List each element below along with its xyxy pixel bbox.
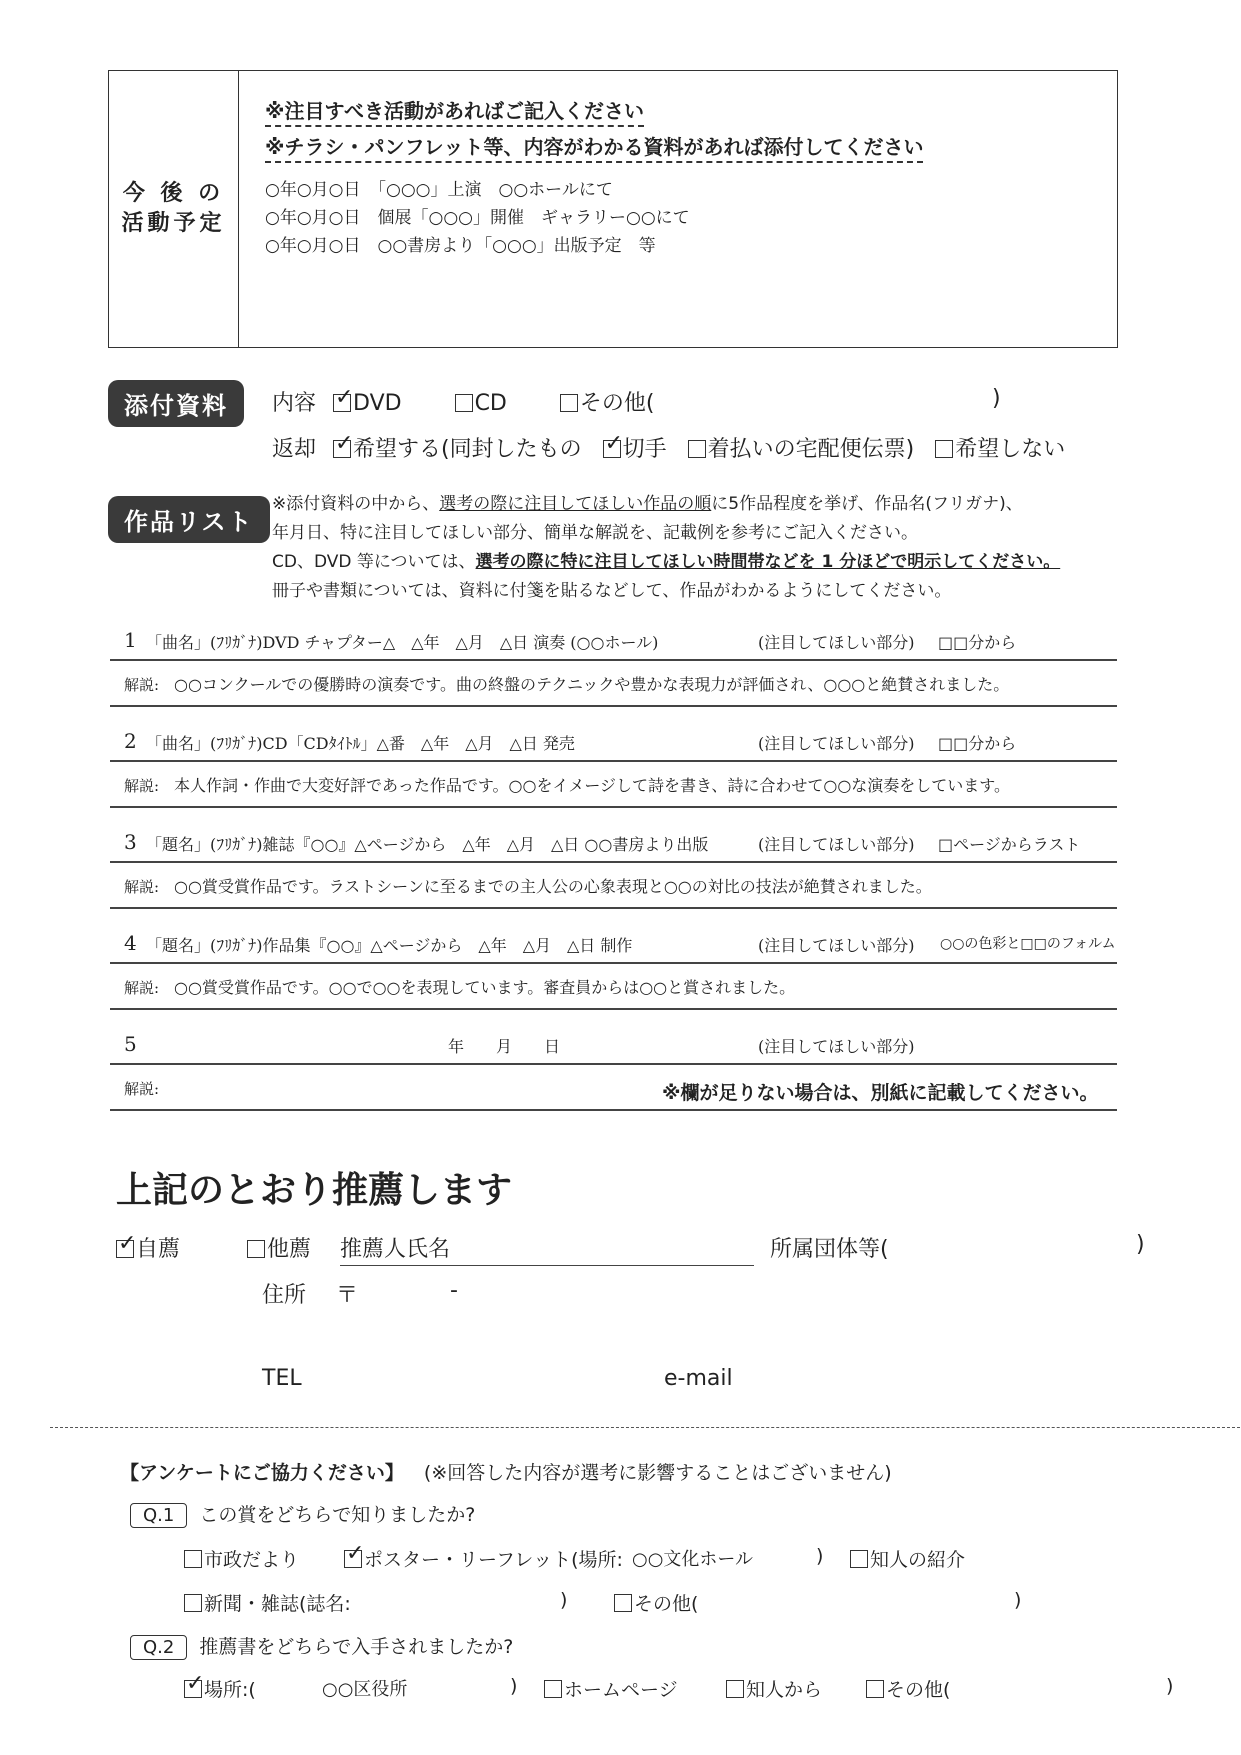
- q1-opt1-checkbox[interactable]: [184, 1550, 202, 1568]
- work-title[interactable]: 「曲名」(ﾌﾘｶﾞﾅ)CD「CDﾀｲﾄﾙ」△番 △年 △月 △日 発売: [146, 734, 575, 753]
- q2-opt1-checkbox[interactable]: [184, 1680, 202, 1698]
- q2-opt4-label: その他(: [886, 1679, 951, 1701]
- q1-opt1-label: 市政だより: [204, 1549, 300, 1571]
- q1-opt4: [184, 1589, 351, 1616]
- survey-note: (※回答した内容が選考に影響することはございません): [423, 1462, 892, 1484]
- q2-opt3-checkbox[interactable]: [726, 1680, 744, 1698]
- cod-label: 着払いの宅配便伝票): [707, 437, 915, 462]
- works-tag: 作品リスト: [108, 496, 270, 543]
- q1-opt5-close: ): [1014, 1589, 1022, 1611]
- q1-opt2-value: ○○文化ホール: [632, 1549, 754, 1570]
- q2-opt3-label: 知人から: [746, 1679, 823, 1701]
- org-label: 所属団体等(: [770, 1237, 889, 1262]
- work-note[interactable]: ○○賞受賞作品です。ラストシーンに至るまでの主人公の心象表現と○○の対比の技法が絶賛されました。: [174, 877, 932, 896]
- cd-checkbox[interactable]: [455, 394, 473, 412]
- work-number: 5: [124, 1032, 137, 1056]
- address-label: 住所: [262, 1283, 307, 1308]
- q1-opt5-checkbox[interactable]: [614, 1594, 632, 1612]
- work-number: 3: [124, 830, 137, 854]
- q2-opt2-label: ホームページ: [564, 1679, 678, 1701]
- q2-opt2-checkbox[interactable]: [544, 1680, 562, 1698]
- work-title-rule: [110, 861, 1117, 863]
- content-label: 内容: [272, 391, 317, 416]
- attachments-tag: 添付資料: [108, 380, 244, 427]
- wish-checkbox[interactable]: [333, 440, 351, 458]
- q1-opt4-close: ): [560, 1589, 568, 1611]
- q2-row: [130, 1632, 513, 1659]
- dvd-checkbox[interactable]: [333, 394, 351, 412]
- postal-dash: -: [450, 1278, 458, 1303]
- q1-label: Q.1: [130, 1503, 187, 1528]
- work-note[interactable]: ○○賞受賞作品です。○○で○○を表現しています。審査員からは○○と賞されました。: [174, 978, 796, 997]
- work-note-label: 解説:: [124, 878, 160, 896]
- q2-opt4-close: ): [1166, 1675, 1174, 1697]
- q1-opt3: [850, 1545, 965, 1572]
- work-note-rule: [110, 705, 1117, 707]
- desc-3a: CD、DVD 等については、: [272, 552, 476, 572]
- work-note-rule: [110, 1109, 1117, 1111]
- dvd-label: DVD: [353, 391, 402, 416]
- attach-return-row: [272, 432, 1065, 463]
- q1-opt3-checkbox[interactable]: [850, 1550, 868, 1568]
- q1-opt2-checkbox[interactable]: [344, 1550, 362, 1568]
- postal-mark: 〒: [336, 1283, 359, 1308]
- q1-opt4-label: 新聞・雑誌(誌名:: [204, 1593, 351, 1615]
- work-number: 2: [124, 729, 137, 753]
- work-focus-value[interactable]: ○○の色彩と□□のフォルム: [940, 936, 1116, 952]
- work-note[interactable]: 本人作詞・作曲で大変好評であった作品です。○○をイメージして詩を書き、詩に合わせて○○な演奏をしています。: [174, 776, 1011, 795]
- return-label: 返却: [272, 437, 317, 462]
- plan-line-3: ○年○月○日 ○○書房より「○○○」出版予定 等: [265, 236, 656, 256]
- stamp-checkbox[interactable]: [603, 440, 621, 458]
- nowish-checkbox[interactable]: [935, 440, 953, 458]
- q2-opt3: [726, 1675, 822, 1702]
- plan-label-line2: 活動予定: [121, 211, 226, 236]
- nowish-label: 希望しない: [955, 437, 1066, 462]
- q1-opt1: [184, 1545, 299, 1572]
- work-title-rule: [110, 962, 1117, 964]
- activity-plan-label: [109, 71, 239, 347]
- cd-label: CD: [474, 391, 507, 416]
- recommender-name-field[interactable]: [340, 1232, 754, 1266]
- org-close: ): [1136, 1232, 1145, 1257]
- plan-note-1: ※注目すべき活動があればご記入ください: [265, 95, 644, 127]
- cut-line: [50, 1427, 1240, 1428]
- work-note-rule: [110, 1008, 1117, 1010]
- work-focus-value[interactable]: □□分から: [938, 734, 1017, 753]
- overflow-footnote: ※欄が足りない場合は、別紙に記載してください。: [662, 1082, 1099, 1104]
- q2-label: Q.2: [130, 1635, 187, 1660]
- q1-opt2: [344, 1545, 623, 1572]
- work-number: 4: [124, 931, 137, 955]
- self-row: [116, 1232, 311, 1263]
- work-note-rule: [110, 907, 1117, 909]
- work-note-label: 解説:: [124, 979, 160, 997]
- work-title[interactable]: 「曲名」(ﾌﾘｶﾞﾅ)DVD チャプター△ △年 △月 △日 演奏 (○○ホール): [146, 633, 659, 652]
- survey-header: [120, 1458, 892, 1485]
- work-title[interactable]: 「題名」(ﾌﾘｶﾞﾅ)雑誌『○○』△ページから △年 △月 △日 ○○書房より出版: [146, 835, 709, 854]
- wish-label: 希望する(同封したもの: [353, 437, 582, 462]
- q2-opt1: [184, 1675, 256, 1702]
- works-description: [272, 490, 1060, 606]
- q2-opt1-label: 場所:(: [204, 1679, 256, 1701]
- q2-opt4-checkbox[interactable]: [866, 1680, 884, 1698]
- q2-opt1-value: ○○区役所: [322, 1679, 408, 1700]
- plan-label-line1: 今 後 の: [122, 181, 225, 206]
- survey-title: 【アンケートにご協力ください】: [120, 1462, 404, 1484]
- work-number: 1: [124, 628, 137, 652]
- plan-line-2: ○年○月○日 個展「○○○」開催 ギャラリー○○にて: [265, 208, 690, 228]
- work-note-label: 解説:: [124, 1080, 160, 1098]
- recommender-name-label: 推薦人氏名: [340, 1237, 451, 1262]
- work-title[interactable]: 年 月 日: [448, 1037, 561, 1056]
- work-focus-label: (注目してほしい部分): [758, 936, 915, 955]
- self-label: 自薦: [136, 1237, 181, 1262]
- work-focus-value[interactable]: □ページからラスト: [938, 835, 1081, 854]
- desc-1c: に5作品程度を挙げ、作品名(フリガナ)、: [711, 494, 1023, 514]
- self-checkbox[interactable]: [116, 1240, 134, 1258]
- work-note[interactable]: ○○コンクールでの優勝時の演奏です。曲の終盤のテクニックや豊かな表現力が評価され、○○○と絶賛されました。: [174, 675, 1010, 694]
- q1-row: [130, 1500, 475, 1527]
- q2-opt1-close: ): [510, 1675, 518, 1697]
- plan-line-1: ○年○月○日 「○○○」上演 ○○ホールにて: [265, 180, 613, 200]
- desc-4: 冊子や書類については、資料に付箋を貼るなどして、作品がわかるようにしてください。: [272, 581, 952, 601]
- q2-text: 推薦書をどちらで入手されましたか?: [199, 1636, 514, 1658]
- email-label: e-mail: [664, 1366, 733, 1391]
- work-title-rule: [110, 1063, 1117, 1065]
- work-focus-label: (注目してほしい部分): [758, 1037, 915, 1056]
- stamp-label: 切手: [622, 437, 667, 462]
- work-title[interactable]: 「題名」(ﾌﾘｶﾞﾅ)作品集『○○』△ページから △年 △月 △日 制作: [146, 936, 633, 955]
- attach-content-row: [272, 386, 654, 417]
- work-focus-label: (注目してほしい部分): [758, 835, 915, 854]
- work-title-rule: [110, 659, 1117, 661]
- q2-opt2: [544, 1675, 678, 1702]
- others-label: 他薦: [267, 1237, 312, 1262]
- desc-1a: ※添付資料の中から、: [272, 494, 440, 514]
- work-focus-label: (注目してほしい部分): [758, 633, 915, 652]
- plan-note-2: ※チラシ・パンフレット等、内容がわかる資料があれば添付してください: [265, 131, 923, 163]
- other-label: その他(: [579, 391, 655, 416]
- desc-2: 年月日、特に注目してほしい部分、簡単な解説を、記載例を参考にご記入ください。: [272, 523, 918, 543]
- work-note-rule: [110, 806, 1117, 808]
- tel-label: TEL: [262, 1366, 302, 1391]
- q2-opt4: [866, 1675, 950, 1702]
- other-close: ): [992, 386, 1001, 411]
- q1-text: この賞をどちらで知りましたか?: [199, 1504, 476, 1526]
- q1-opt3-label: 知人の紹介: [870, 1549, 966, 1571]
- work-note-label: 解説:: [124, 777, 160, 795]
- desc-3b: 選考の際に特に注目してほしい時間帯などを 1 分ほどで明示してください。: [475, 552, 1061, 572]
- work-focus-label: (注目してほしい部分): [758, 734, 915, 753]
- cod-checkbox[interactable]: [688, 440, 706, 458]
- q1-opt2-close: ): [816, 1545, 824, 1567]
- work-title-rule: [110, 760, 1117, 762]
- q1-opt4-checkbox[interactable]: [184, 1594, 202, 1612]
- desc-1b: 選考の際に注目してほしい作品の順: [439, 494, 712, 514]
- q1-opt5-label: その他(: [634, 1593, 699, 1615]
- q1-opt2-label: ポスター・リーフレット(場所:: [364, 1549, 623, 1571]
- work-focus-value[interactable]: □□分から: [938, 633, 1017, 652]
- other-checkbox[interactable]: [560, 394, 578, 412]
- recommend-heading: 上記のとおり推薦します: [116, 1169, 513, 1211]
- others-checkbox[interactable]: [247, 1240, 265, 1258]
- activity-plan-box: [108, 70, 1118, 348]
- q1-opt5: [614, 1589, 698, 1616]
- work-note-label: 解説:: [124, 676, 160, 694]
